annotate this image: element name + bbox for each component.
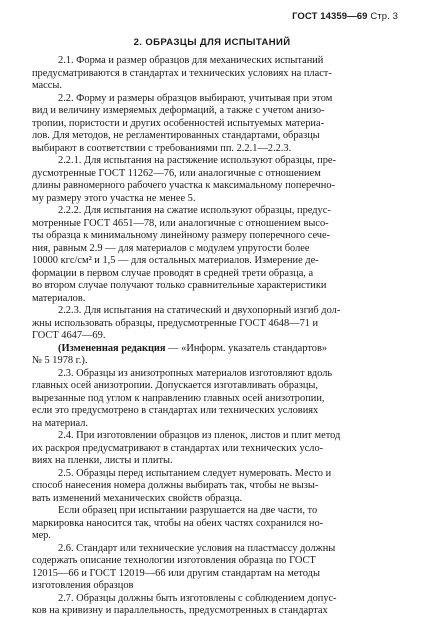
text-line: вид и величину измеряемых деформаций, а также с учетом анизо- — [32, 105, 325, 116]
text-line: 2.2. Форму и размеры образцов выбирают, учитывая при этом — [58, 92, 333, 104]
text-line: 2.5. Образцы перед испытанием следует нумеровать. Место и — [58, 467, 332, 479]
text-line — [32, 343, 398, 356]
text-line: вырезанные под углом к направлению главных осей анизотропии, — [32, 392, 325, 404]
text-line: ния, равным 2.9 — для материалов с модулем упругости более — [32, 242, 310, 254]
text-line: их раскроя предусматривают в стандартах или технических усло- — [32, 442, 324, 454]
text-line: способ нанесения номера должны выбирать так, чтобы не вызы- — [32, 480, 319, 491]
text-line: во втором случае получают только сравнительные характеристики — [32, 280, 327, 291]
header-doc-number: ГОСТ 14359—69 — [292, 11, 368, 22]
text-line: материалов. — [32, 292, 86, 304]
document-body — [32, 55, 398, 618]
text-line: ГОСТ 4647—69. — [32, 330, 106, 341]
text-line: если это предусмотрено в стандартах или технических условиях — [32, 405, 319, 416]
text-line: Если образец при испытании разрушается на две части, то — [58, 505, 318, 516]
text-line: виях на пленки, листы и плиты. — [32, 455, 173, 466]
text-line: формации в первом случае проводят в средней трети образца, а — [32, 267, 314, 279]
header-page-number: Стр. 3 — [370, 11, 398, 22]
text-line: лов. Для методов, не регламентированных стандартами, образцы — [32, 130, 320, 141]
text-line: 10000 кгс/см² и 1,5 — для остальных материалов. Измерение де- — [32, 255, 319, 266]
text-line: содержать описание технологии изготовления образца по ГОСТ — [32, 555, 316, 566]
text-line: 2.2.1. Для испытания на растяжение используют образцы, пре- — [58, 155, 336, 166]
text-line: дусмотренные ГОСТ 11262—76, или аналогичные с отношением — [32, 167, 321, 179]
text-line: мер. — [32, 530, 51, 541]
text-line: 2.6. Стандарт или технические условия на пластмассу должны — [58, 542, 336, 554]
text-line: жны использовать образцы, предусмотренные ГОСТ 4648—71 и — [32, 317, 319, 329]
text-line: тропии, пористости и других особенностей испытуемых материа- — [32, 117, 325, 129]
text-line: вать изменений механических свойств образца. — [32, 492, 243, 504]
text-line: 2.3. Образцы из анизотропных материалов изготовляют вдоль — [58, 367, 333, 379]
text-line: 2.2.2. Для испытания на сжатие используют образцы, предус- — [58, 205, 331, 216]
text-line: маркировка наносится так, чтобы на обеих частях сохранился но- — [32, 517, 324, 529]
text-line: ты образца к минимальному линейному размеру поперечного сече- — [32, 230, 331, 241]
text-line: на материал. — [32, 417, 89, 429]
text-line: главных осей анизотропии. Допускается изготавливать образцы, — [32, 380, 318, 391]
text-line: ков на кривизну и параллельность, предусмотренных в стандартах — [32, 605, 328, 616]
text-line: № 5 1978 г.). — [32, 355, 88, 366]
page-header — [292, 11, 398, 22]
section-title: 2. ОБРАЗЦЫ ДЛЯ ИСПЫТАНИЙ — [133, 37, 291, 48]
text-line: изготовления образцов — [32, 580, 134, 591]
text-line: 2.4. При изготовлении образцов из пленок, листов и плит метод — [58, 430, 341, 441]
text-line: 12015—66 и ГОСТ 12019—66 или другим стандартам на методы — [32, 567, 320, 579]
text-line: мотренные ГОСТ 4651—78, или аналогичные с отношением высо- — [32, 217, 329, 229]
text-line: 2.2.3. Для испытания на статический и двухопорный изгиб дол- — [58, 305, 341, 316]
text-line: му размеру этого участка не менее 5. — [32, 192, 196, 204]
text-line: 2.7. Образцы должны быть изготовлены с соблюдением допус- — [58, 592, 337, 604]
text-line: массы. — [32, 80, 62, 91]
text-line: длины равномерного рабочего участка к максимальному поперечно- — [32, 180, 336, 191]
text-line-bold-prefix: (Измененная редакция — [58, 342, 166, 354]
text-line: предусматриваются в стандартах и технических условиях на пласт- — [32, 67, 332, 79]
text-line-rest: — «Информ. указатель стандартов» — [165, 342, 328, 354]
text-line: выбирают в соответствии с требованиями пп. 2.2.1—2.2.3. — [32, 142, 292, 154]
text-line: 2.1. Форма и размер образцов для механических испытаний — [58, 55, 324, 66]
